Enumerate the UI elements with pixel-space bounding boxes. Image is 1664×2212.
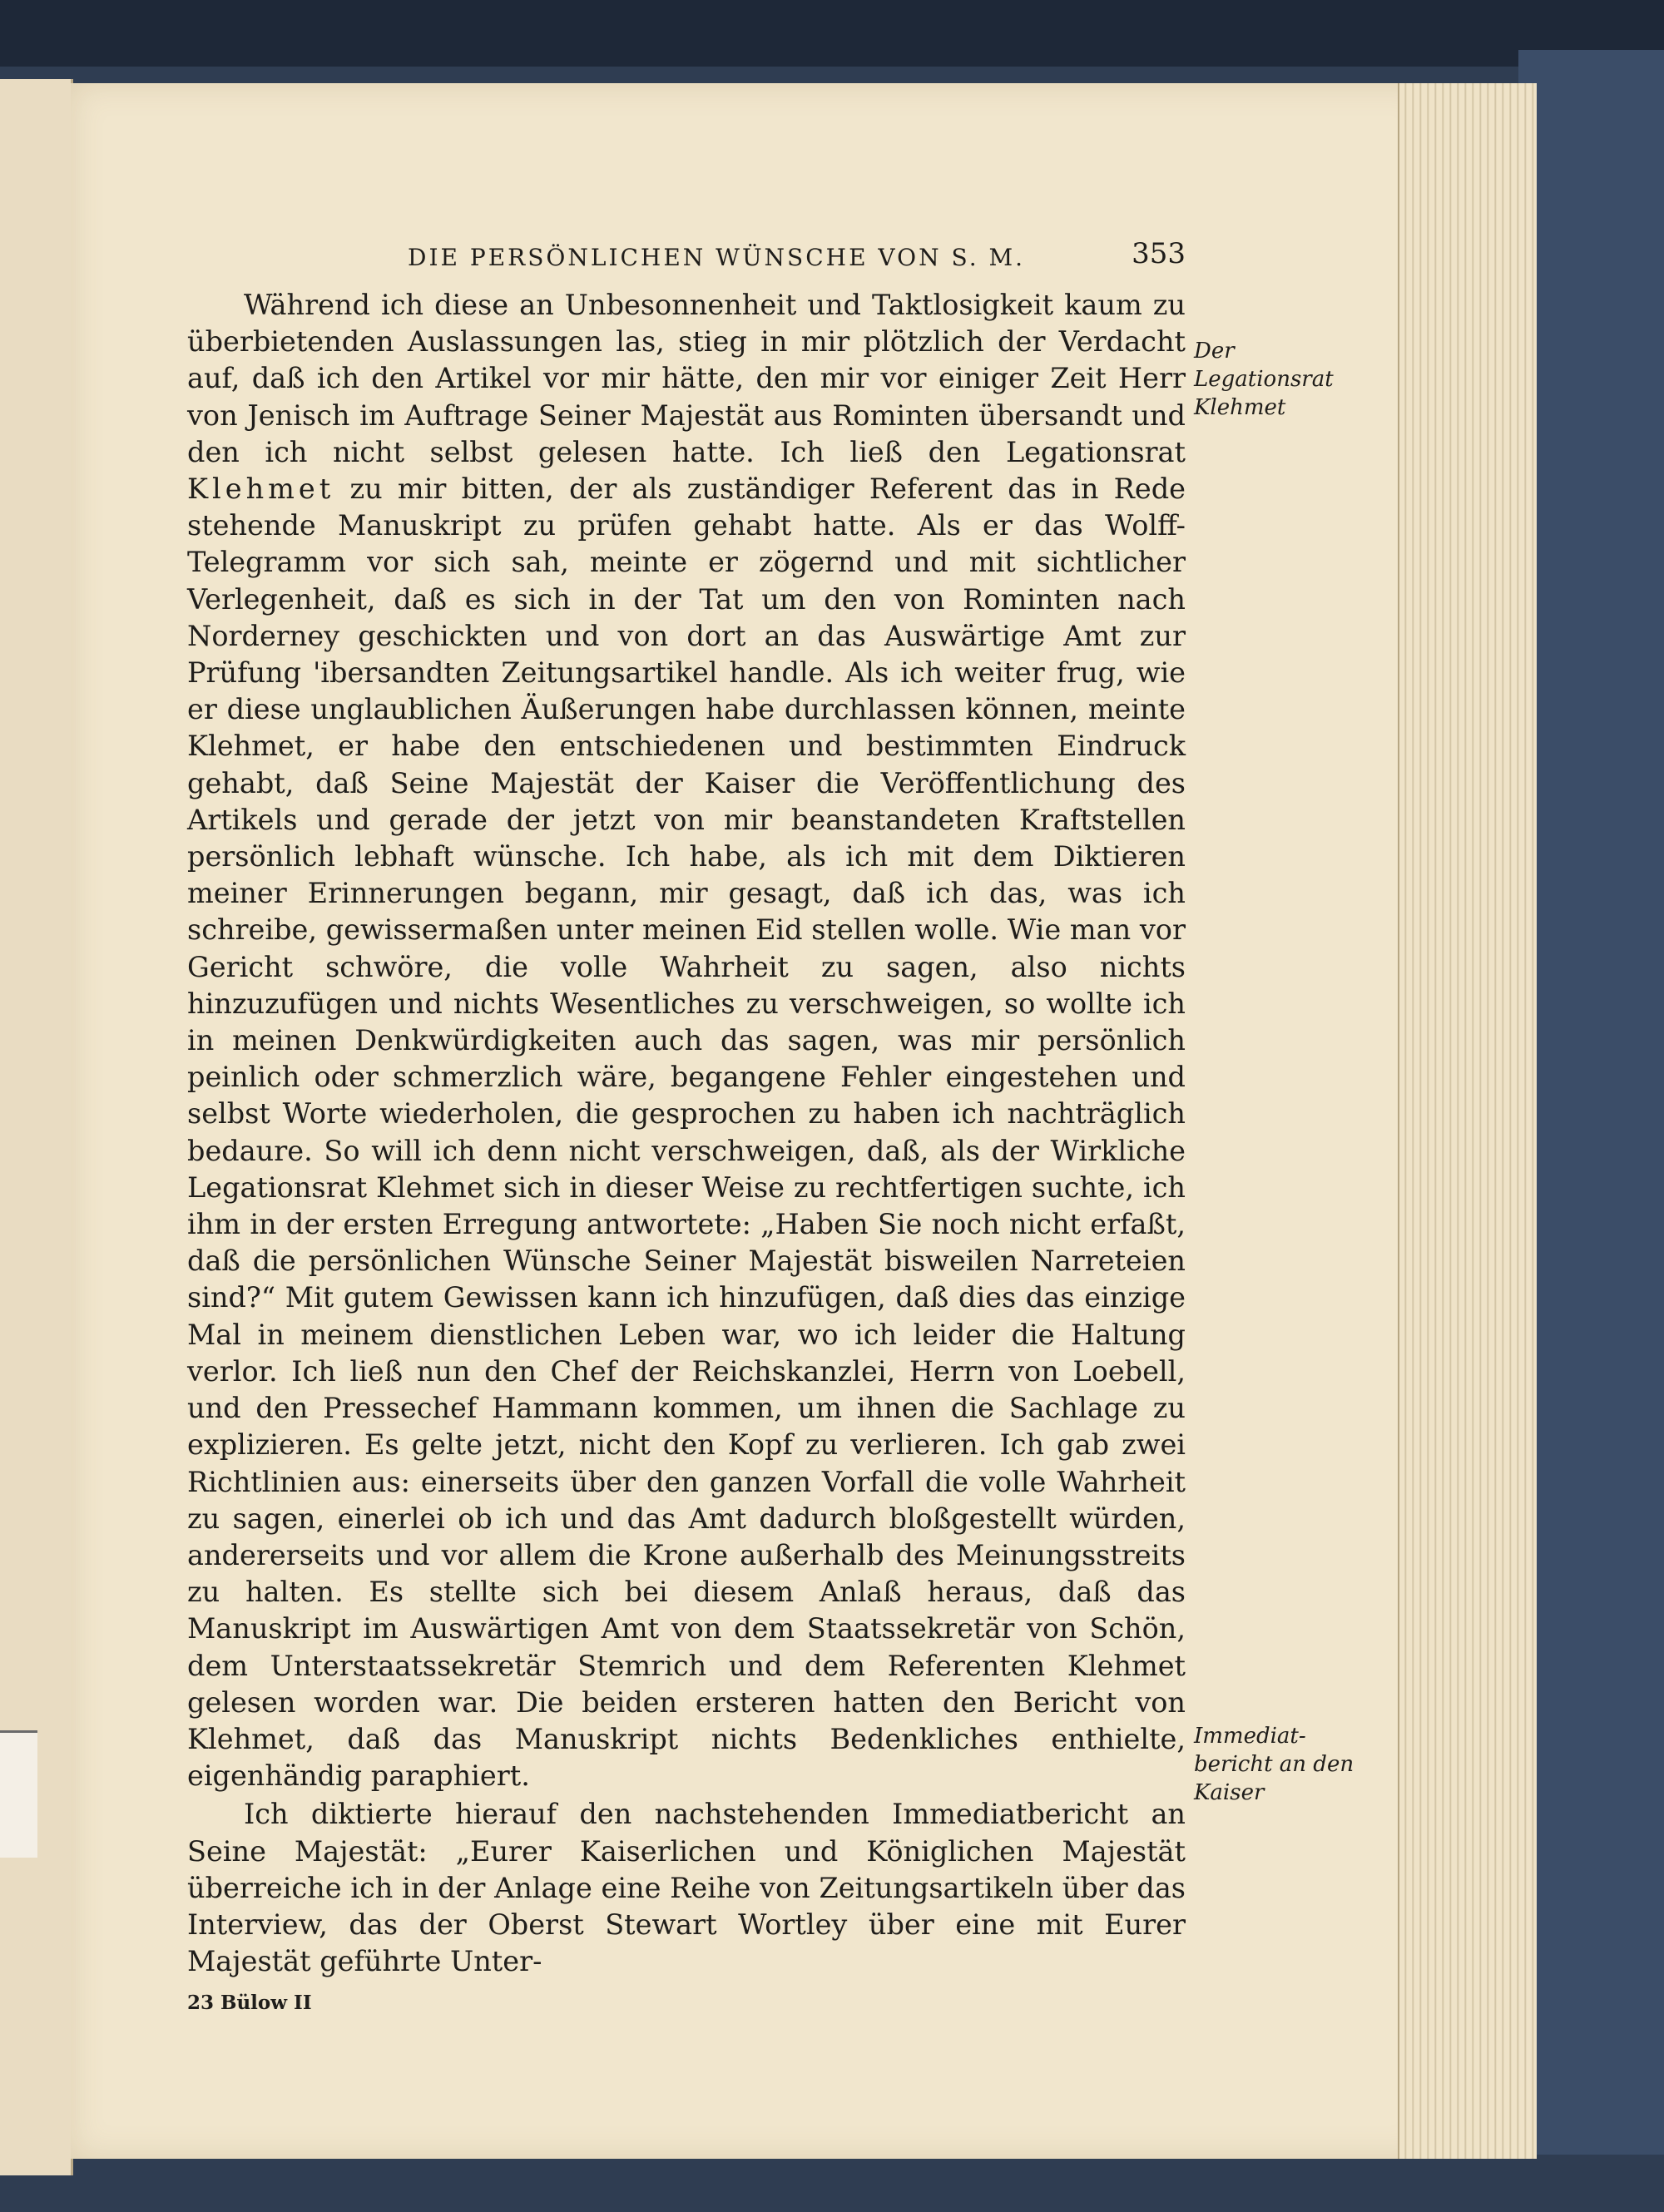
- marginal-note: [1194, 1722, 1377, 1807]
- marginal-note-line: Der: [1194, 339, 1235, 364]
- marginal-note-line: Kaiser: [1194, 1780, 1265, 1805]
- marginal-note-line: Immediat-: [1194, 1724, 1306, 1749]
- paragraph-text: zu mir bitten, der als zuständiger Referent das in Rede stehende Manuskript zu prüfen gehabt hatte. Als er das Wolff-Telegramm vor sich sah, meinte er zögernd und mit sichtlicher Verlegenheit, daß es sich in der Tat um den von Rominten nach Norderney geschickten und von dort an das Auswärtige Amt zur Prüfung 'ibersandten Zeitungsartikel handle. Als ich weiter frug, wie er diese unglaublichen Äußerungen habe durchlassen können, meinte Klehmet, er habe den entschiedenen und bestimmten Eindruck gehabt, daß Seine Majestät der Kaiser die Veröffentlichung des Artikels und gerade der jetzt von mir beanstandeten Kraftstellen persönlich lebhaft wünsche. Ich habe, als ich mit dem Diktieren meiner Erinnerungen begann, mir gesagt, daß ich das, was ich schreibe, gewissermaßen unter meinen Eid stellen wolle. Wie man vor Gericht schwöre, die volle Wahrheit zu sagen, also nichts hinzuzufügen und nichts Wesentliches zu verschweigen, so wollte ich in meinen Denkwürdigkeiten auch das sagen, was mir persönlich peinlich oder schmerzlich wäre, begangene Fehler eingestehen und selbst Worte wiederholen, die gesprochen zu haben ich nachträglich bedaure. So will ich denn nicht verschweigen, daß, als der Wirkliche Legationsrat Klehmet sich in dieser Weise zu rechtfertigen suchte, ich ihm in der ersten Erregung antwortete: „Haben Sie noch nicht erfaßt, daß die persönlichen Wünsche Seiner Majestät bisweilen Narreteien sind?“ Mit gutem Gewissen kann ich hinzufügen, daß dies das einzige Mal in meinem dienstlichen Leben war, wo ich leider die Haltung verlor. Ich ließ nun den Chef der Reichskanzlei, Herrn von Loebell, und den Pressechef Hammann kommen, um ihnen die Sachlage zu explizieren. Es gelte jetzt, nicht den Kopf zu verlieren. Ich gab zwei Richtlinien aus: einerseits über den ganzen Vorfall die volle Wahrheit zu sagen, einerlei ob ich und das Amt dadurch bloßgestellt würden, andererseits und vor allem die Krone außerhalb des Meinungsstreits zu halten. Es stellte sich bei diesem Anlaß heraus, daß das Manuskript im Auswärtigen Amt von dem Staatssekretär von Schön, dem Unterstaatssekretär Stemrich und dem Referenten Klehmet gelesen worden war. Die beiden ersteren hatten den Bericht von Klehmet, daß das Manuskript nichts Bedenkliches enthielte, eigenhändig paraphiert.: [187, 473, 1186, 1793]
- page-content: [187, 237, 1186, 2014]
- marginal-note-line: Legationsrat: [1194, 367, 1334, 392]
- body-text: [187, 287, 1186, 1980]
- running-head: DIE PERSÖNLICHEN WÜNSCHE VON S. M.: [408, 244, 1026, 271]
- book-cover-top: [0, 0, 1664, 67]
- book-cover-right: [1518, 50, 1664, 2155]
- marginal-note: [1194, 337, 1377, 422]
- marginal-note-line: bericht an den: [1194, 1752, 1354, 1777]
- left-page-edge: [0, 79, 73, 2175]
- paragraph-text: Während ich diese an Unbesonnenheit und Taktlosigkeit kaum zu überbietenden Auslassungen las, stieg in mir plötzlich der Verdacht auf, daß ich den Artikel vor mir hätte, den mir vor einiger Zeit Herr von Jenisch im Auftrage Seiner Majestät aus Rominten übersandt und den ich nicht selbst gelesen hatte. Ich ließ den Legationsrat: [187, 289, 1186, 468]
- page-tab: [0, 1730, 37, 1858]
- paragraph: Ich diktierte hierauf den nachstehenden Immediatbericht an Seine Majestät: „Eurer Kaiserlichen und Königlichen Majestät überreiche ich in der Anlage eine Reihe von Zeitungsartikeln über das Interview, das der Oberst Stewart Wortley über eine mit Eurer Majestät geführte Unter-: [187, 1798, 1186, 1978]
- emphasized-name: Klehmet: [187, 473, 335, 506]
- page-number: 353: [1132, 237, 1186, 270]
- page-header: [187, 237, 1186, 287]
- signature-mark: 23 Bülow II: [187, 1992, 312, 2015]
- marginal-note-line: Klehmet: [1194, 395, 1286, 420]
- paragraph: [187, 287, 1186, 1794]
- page-edges: [1398, 83, 1537, 2159]
